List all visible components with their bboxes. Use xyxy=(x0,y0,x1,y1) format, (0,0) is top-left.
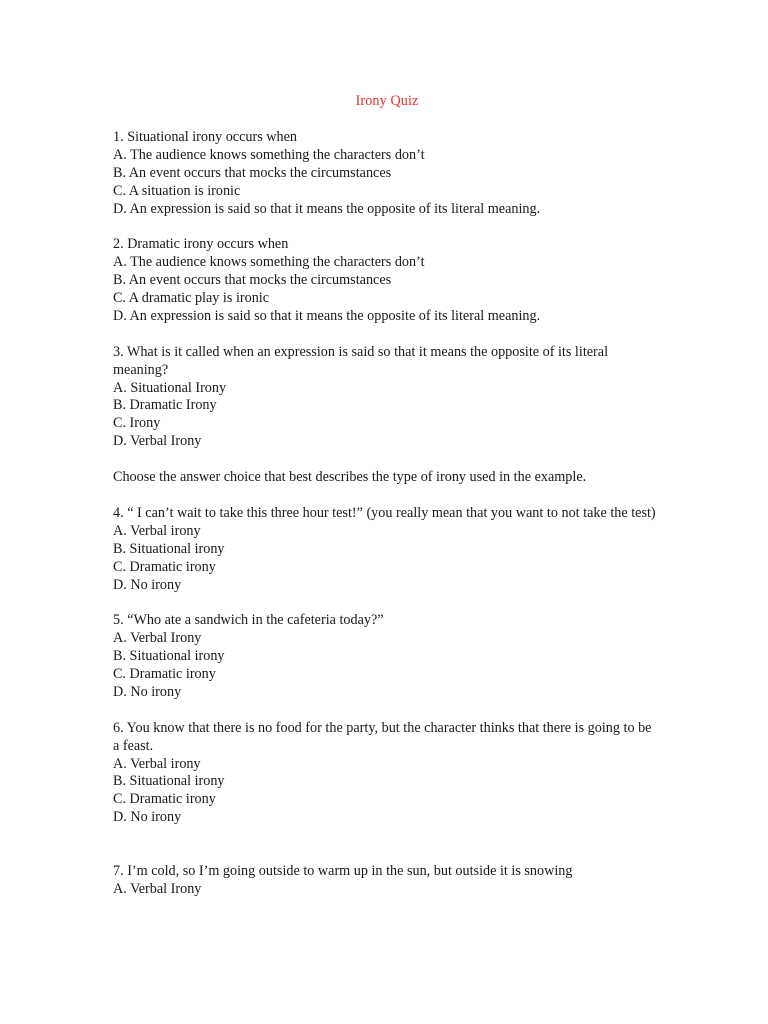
answer-option: B. Dramatic Irony xyxy=(113,397,217,414)
answer-option: B. An event occurs that mocks the circumstances xyxy=(113,272,392,289)
page-title: Irony Quiz xyxy=(355,93,419,109)
answer-option: D. An expression is said so that it means the opposite of its literal meaning. xyxy=(113,200,541,217)
question-prompt: 7. I’m cold, so I’m going outside to warm up in the sun, but outside it is snowing xyxy=(113,862,573,879)
answer-option: A. Situational Irony xyxy=(113,379,227,396)
answer-option: B. Situational irony xyxy=(113,540,225,557)
section-instruction: Choose the answer choice that best describes the type of irony used in the example. xyxy=(113,469,587,486)
answer-option: A. Verbal Irony xyxy=(113,630,202,647)
answer-option: C. Irony xyxy=(113,415,161,432)
answer-option: A. Verbal irony xyxy=(113,755,201,772)
answer-option: C. Dramatic irony xyxy=(113,558,216,575)
question-5 xyxy=(113,612,661,702)
question-prompt: 6. You know that there is no food for the party, but the character thinks that there is going to be a feast. xyxy=(113,719,652,754)
answer-option: D. No irony xyxy=(113,683,182,700)
quiz-document xyxy=(113,93,661,917)
question-1 xyxy=(113,129,661,219)
answer-option: A. Verbal Irony xyxy=(113,880,202,897)
answer-option: C. Dramatic irony xyxy=(113,666,216,683)
answer-option: B. Situational irony xyxy=(113,648,225,665)
answer-option: C. Dramatic irony xyxy=(113,791,216,808)
answer-option: A. The audience knows something the characters don’t xyxy=(113,254,425,271)
answer-option: D. An expression is said so that it means the opposite of its literal meaning. xyxy=(113,307,541,324)
question-4 xyxy=(113,505,661,595)
answer-option: A. Verbal irony xyxy=(113,522,201,539)
question-prompt: 1. Situational irony occurs when xyxy=(113,128,298,145)
question-6 xyxy=(113,720,661,827)
question-7 xyxy=(113,863,661,899)
question-prompt: 3. What is it called when an expression is said so that it means the opposite of its literal meaning? xyxy=(113,343,609,378)
answer-option: D. No irony xyxy=(113,809,182,826)
answer-option: D. No irony xyxy=(113,576,182,593)
question-prompt: 5. “Who ate a sandwich in the cafeteria today?” xyxy=(113,612,384,629)
answer-option: C. A dramatic play is ironic xyxy=(113,290,270,307)
answer-option: A. The audience knows something the characters don’t xyxy=(113,146,425,163)
answer-option: B. An event occurs that mocks the circumstances xyxy=(113,164,392,181)
answer-option: C. A situation is ironic xyxy=(113,182,241,199)
question-2 xyxy=(113,236,661,326)
answer-option: B. Situational irony xyxy=(113,773,225,790)
question-prompt: 4. “ I can’t wait to take this three hour test!” (you really mean that you want to not take the test) xyxy=(113,504,656,521)
question-3 xyxy=(113,344,661,451)
question-prompt: 2. Dramatic irony occurs when xyxy=(113,236,289,253)
answer-option: D. Verbal Irony xyxy=(113,433,202,450)
